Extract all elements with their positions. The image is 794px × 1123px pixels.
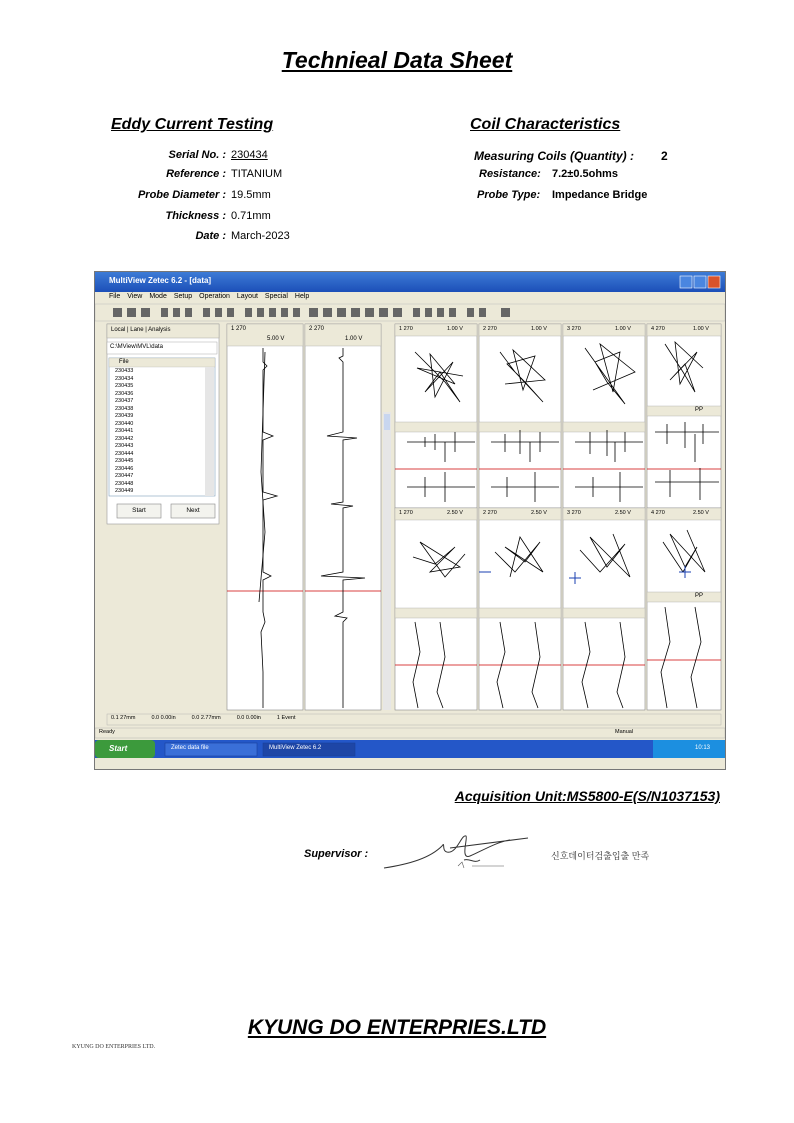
file-item[interactable]: 230438 (115, 405, 134, 412)
task-item-1-label: Zetec data file (171, 745, 209, 751)
liss-bottom-1-name: 1 270 (399, 510, 413, 516)
file-item[interactable]: 230441 (115, 428, 134, 434)
liss-top-4-name: 4 270 (651, 326, 665, 332)
thickness-label: Thickness : (165, 210, 226, 222)
start-button-label: Start (132, 507, 146, 514)
company-name: KYUNG DO ENTERPRIES.LTD (247, 1016, 547, 1039)
system-tray (653, 740, 725, 758)
korean-note: 신호데이터검출입출 만족 (551, 851, 650, 861)
status-cell: 0.1 27mm (111, 715, 136, 721)
serial-value: 230434 (231, 149, 268, 161)
probe-type-value: Impedance Bridge (552, 189, 648, 201)
status-right: Manual (615, 729, 634, 735)
liss-top-2-name: 2 270 (483, 326, 497, 332)
software-screenshot (94, 271, 726, 770)
pp-label-bottom: PP (695, 593, 704, 599)
tray-clock: 10:13 (695, 745, 711, 751)
status-cell: 1 Event (276, 715, 296, 721)
file-item[interactable]: 230446 (115, 465, 134, 472)
file-item[interactable]: 230440 (115, 420, 134, 427)
supervisor-label: Supervisor : (304, 848, 369, 860)
strip2-scale: 1.00 V (345, 336, 363, 342)
liss-bottom-4-scale: 2.50 V (693, 510, 709, 516)
coil-characteristics-heading: Coil Characteristics (470, 116, 621, 133)
liss-bottom-3-scale: 2.50 V (615, 510, 631, 516)
file-list-scrollbar[interactable] (205, 367, 214, 496)
probe-diameter-value: 19.5mm (231, 189, 271, 201)
file-item[interactable]: 230435 (115, 383, 134, 389)
close-button[interactable] (708, 276, 720, 288)
menu-help[interactable]: Help (294, 293, 310, 300)
window-title: MultiView Zetec 6.2 - [data] (109, 276, 212, 285)
screenshot-canvas (95, 272, 725, 769)
liss-top-4-scale: 1.00 V (693, 326, 709, 332)
file-item[interactable]: 230449 (115, 488, 134, 494)
measuring-coils-label: Measuring Coils (Quantity) : (474, 149, 635, 163)
menu-setup[interactable]: Setup (173, 293, 193, 300)
strip-scrollbar[interactable] (383, 412, 391, 710)
file-item[interactable]: 230433 (115, 368, 134, 374)
probe-diameter-label: Probe Diameter : (137, 189, 226, 201)
probe-type-label: Probe Type: (477, 189, 541, 201)
file-column-header: File (119, 359, 129, 365)
status-cell: 0.0 0.00in (236, 715, 261, 721)
strip2-name: 2 270 (309, 326, 325, 332)
liss-top-3-name: 3 270 (567, 326, 581, 332)
resistance-value: 7.2±0.5ohms (552, 168, 618, 180)
maximize-button[interactable] (694, 276, 706, 288)
file-item[interactable]: 230447 (115, 473, 134, 479)
lissajous-grid (395, 324, 721, 710)
menu-special[interactable]: Special (264, 293, 288, 300)
menu-mode[interactable]: Mode (149, 293, 167, 300)
liss-bottom-4-name: 4 270 (651, 510, 665, 516)
menu-layout[interactable]: Layout (236, 293, 258, 300)
menubar-items (109, 293, 309, 300)
liss-bottom-2-name: 2 270 (483, 510, 497, 516)
liss-bottom-3-name: 3 270 (567, 510, 581, 516)
liss-top-1-name: 1 270 (399, 326, 413, 332)
footer-company: KYUNG DO ENTERPRIES LTD. (72, 1044, 156, 1050)
liss-top-2-scale: 1.00 V (531, 326, 547, 332)
reference-label: Reference : (166, 168, 226, 180)
file-item[interactable]: 230444 (115, 450, 134, 457)
file-item[interactable]: 230434 (115, 375, 134, 382)
acquisition-unit: Acquisition Unit:MS5800-E(S/N1037153) (454, 788, 720, 804)
strip1-scale: 5.00 V (267, 336, 285, 342)
file-item[interactable]: 230437 (115, 398, 134, 404)
status-left: Ready (99, 729, 115, 735)
menu-file[interactable]: File (109, 293, 121, 300)
thickness-value: 0.71mm (231, 210, 271, 222)
path-text: C:\MView\MVL\data (110, 344, 163, 350)
liss-top-3-scale: 1.00 V (615, 326, 631, 332)
resistance-label: Resistance: (479, 168, 541, 180)
file-item[interactable]: 230436 (115, 390, 134, 397)
next-button-label: Next (186, 507, 200, 514)
strip1-name: 1 270 (231, 326, 247, 332)
date-value: March-2023 (231, 230, 290, 242)
status-cells (111, 715, 296, 721)
file-item[interactable]: 230445 (115, 458, 134, 464)
task-item-2-label: MultiView Zetec 6.2 (269, 745, 322, 751)
page-title: Technieal Data Sheet (281, 47, 513, 73)
liss-bottom-2-scale: 2.50 V (531, 510, 547, 516)
menu-view[interactable]: View (127, 293, 143, 300)
strip-chart-1 (227, 324, 303, 710)
supervisor-signature (380, 824, 532, 876)
file-item[interactable]: 230443 (115, 443, 134, 449)
start-label: Start (109, 744, 128, 753)
liss-top-1-scale: 1.00 V (447, 326, 463, 332)
menu-operation[interactable]: Operation (199, 293, 230, 300)
file-items (115, 368, 133, 496)
file-item[interactable]: 230439 (115, 413, 134, 419)
minimize-button[interactable] (680, 276, 692, 288)
pp-label-top: PP (695, 407, 704, 413)
status-cell: 0.0 2.77mm (191, 715, 221, 721)
status-cell: 0.0 0.00in (151, 715, 176, 721)
browser-tabs[interactable]: Local | Lane | Analysis (111, 327, 171, 333)
file-item[interactable]: 230442 (115, 435, 134, 442)
liss-bottom-1-scale: 2.50 V (447, 510, 463, 516)
date-label: Date : (195, 230, 226, 242)
eddy-current-heading: Eddy Current Testing (111, 116, 274, 133)
measuring-coils-value: 2 (661, 149, 668, 163)
serial-label: Serial No. : (168, 149, 226, 161)
reference-value: TITANIUM (231, 168, 283, 180)
file-item[interactable]: 230448 (115, 480, 134, 487)
